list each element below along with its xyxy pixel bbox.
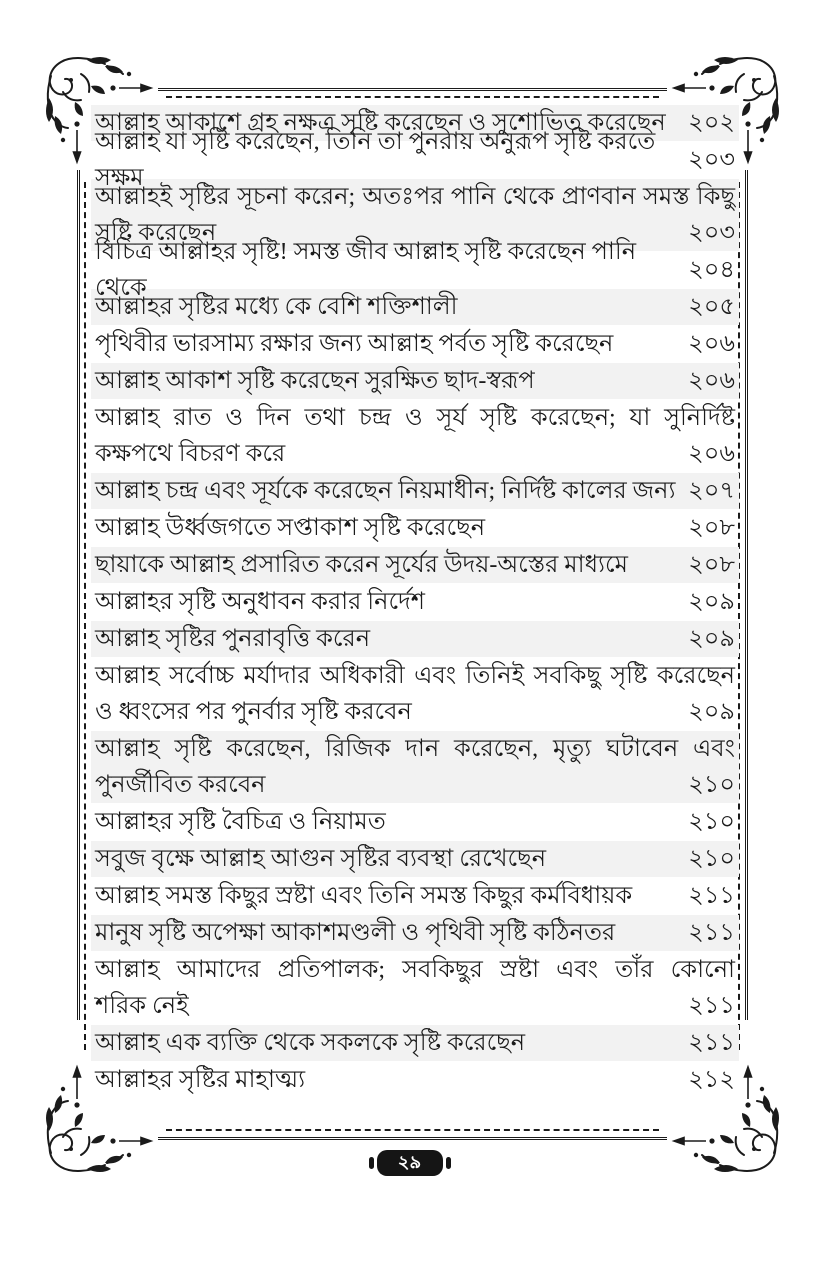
toc-entry-line xyxy=(95,658,735,694)
toc-entry-title: আল্লাহ উর্ধ্বজগতে সপ্তাকাশ সৃষ্টি করেছেন xyxy=(95,515,486,541)
toc-entry-line xyxy=(95,1025,735,1061)
toc-list xyxy=(91,104,739,1099)
toc-entry-title: কক্ষপথে বিচরণ করে xyxy=(95,441,286,467)
toc-entry-line xyxy=(95,731,735,767)
toc-entry-page-number: ২১০ xyxy=(688,809,735,835)
toc-entry-page-number: ২০৬ xyxy=(688,368,735,394)
toc-entry-line xyxy=(95,804,735,840)
toc-entry-title: আল্লাহ রাত ও দিন তথা চন্দ্র ও সূর্য সৃষ্টি করেছেন; যা সুনির্দিষ্ট xyxy=(95,405,735,431)
toc-entry-title: পুনর্জীবিত করবেন xyxy=(95,772,266,798)
toc-entry-page-number: ২০৯ xyxy=(688,589,735,615)
toc-entry-page-number: ২১১ xyxy=(688,993,735,1019)
toc-entry-line xyxy=(95,952,735,988)
toc-entry-page-number: ২০৩ xyxy=(688,220,735,246)
toc-entry xyxy=(91,878,739,914)
toc-entry-page-number: ২১০ xyxy=(688,846,735,872)
border-top-dashed xyxy=(166,96,659,98)
toc-entry-title: আল্লাহ সমস্ত কিছুর স্রষ্টা এবং তিনি সমস্ত কিছুর কর্মবিধায়ক xyxy=(95,883,633,909)
toc-entry-title: মানুষ সৃষ্টি অপেক্ষা আকাশমণ্ডলী ও পৃথিবী সৃষ্টি কঠিনতর xyxy=(95,920,616,946)
toc-entry-title: সৃষ্টি করেছেন xyxy=(95,220,217,246)
toc-entry-title: সবুজ বৃক্ষে আল্লাহ আগুন সৃষ্টির ব্যবস্থা রেখেছেন xyxy=(95,846,547,872)
toc-entry-page-number: ২০৬ xyxy=(688,441,735,467)
toc-entry xyxy=(91,363,739,399)
page-number: ২৯ xyxy=(397,1151,422,1172)
toc-entry xyxy=(91,658,739,730)
toc-entry xyxy=(91,584,739,620)
toc-entry-line xyxy=(95,621,735,657)
toc-entry-title: শরিক নেই xyxy=(95,993,189,1019)
toc-entry xyxy=(91,326,739,362)
border-left-dashed xyxy=(84,182,86,1050)
toc-entry-page-number: ২০৬ xyxy=(688,331,735,357)
border-left-solid xyxy=(77,170,80,1020)
toc-entry-title: আল্লাহর সৃষ্টির মাহাত্ম্য xyxy=(95,1067,306,1093)
toc-entry-line xyxy=(95,239,735,301)
border-top-solid xyxy=(158,88,667,91)
toc-entry-page-number: ২০৪ xyxy=(688,257,735,283)
border-right-solid xyxy=(745,170,748,1020)
toc-entry-title: আল্লাহ যা সৃষ্টি করেছেন, তিনি তা পুনরায় অনুরূপ সৃষ্টি করতে সক্ষম xyxy=(95,129,656,191)
toc-entry xyxy=(91,547,739,583)
toc-entry-line xyxy=(95,988,735,1024)
toc-entry-title: আল্লাহর সৃষ্টি বৈচিত্র ও নিয়ামত xyxy=(95,809,386,835)
toc-entry-page-number: ২০৯ xyxy=(688,699,735,725)
toc-entry-page-number: ২০৫ xyxy=(688,294,735,320)
toc-entry-line xyxy=(95,179,735,215)
toc-entry-line xyxy=(95,436,735,472)
toc-entry-line xyxy=(95,694,735,730)
toc-entry-line xyxy=(95,915,735,951)
toc-entry-page-number: ২০৩ xyxy=(688,147,735,173)
toc-entry xyxy=(91,129,739,191)
toc-entry xyxy=(91,731,739,803)
toc-entry xyxy=(91,804,739,840)
toc-entry xyxy=(91,621,739,657)
toc-entry-line xyxy=(95,1062,735,1098)
toc-entry-line xyxy=(95,841,735,877)
toc-entry-title: আল্লাহ আকাশে গ্রহ নক্ষত্র সৃষ্টি করেছেন ও সুশোভিত করেছেন xyxy=(95,110,666,136)
toc-entry-title: আল্লাহ চন্দ্র এবং সূর্যকে করেছেন নিয়মাধীন; নির্দিষ্ট কালের জন্য xyxy=(95,478,676,504)
toc-entry-title: আল্লাহ সৃষ্টি করেছেন, রিজিক দান করেছেন, মৃত্যু ঘটাবেন এবং xyxy=(95,736,735,762)
toc-entry xyxy=(91,915,739,951)
toc-entry xyxy=(91,473,739,509)
toc-entry-line xyxy=(95,473,735,509)
toc-entry-page-number: ২০৮ xyxy=(688,515,735,541)
toc-entry xyxy=(91,510,739,546)
toc-entry-title: আল্লাহ আমাদের প্রতিপালক; সবকিছুর স্রষ্টা এবং তাঁর কোনো xyxy=(95,957,735,983)
toc-entry-title: বিচিত্র আল্লাহর সৃষ্টি! সমস্ত জীব আল্লাহ সৃষ্টি করেছেন পানি থেকে xyxy=(95,239,637,301)
toc-entry xyxy=(91,239,739,301)
toc-entry xyxy=(91,841,739,877)
toc-entry-page-number: ২০৭ xyxy=(688,478,735,504)
toc-entry-title: ছায়াকে আল্লাহ প্রসারিত করেন সূর্যের উদয়-অস্তের মাধ্যমে xyxy=(95,552,628,578)
toc-entry-page-number: ২১০ xyxy=(688,772,735,798)
toc-entry-title: আল্লাহর সৃষ্টি অনুধাবন করার নির্দেশ xyxy=(95,589,425,615)
toc-entry-title: আল্লাহ সৃষ্টির পুনরাবৃত্তি করেন xyxy=(95,626,371,652)
toc-entry-line xyxy=(95,363,735,399)
toc-entry-line xyxy=(95,400,735,436)
toc-entry-title: ও ধ্বংসের পর পুনর্বার সৃষ্টি করবেন xyxy=(95,699,412,725)
toc-entry xyxy=(91,400,739,472)
toc-entry-page-number: ২১১ xyxy=(688,1030,735,1056)
toc-entry-page-number: ২০৮ xyxy=(688,552,735,578)
toc-entry-page-number: ২১২ xyxy=(688,1067,735,1093)
toc-entry-title: আল্লাহই সৃষ্টির সূচনা করেন; অতঃপর পানি থেকে প্রাণবান সমস্ত কিছু xyxy=(95,184,735,210)
toc-entry-page-number: ২১১ xyxy=(688,920,735,946)
border-bottom-dashed xyxy=(166,1129,659,1131)
toc-entry-title: আল্লাহর সৃষ্টির মধ্যে কে বেশি শক্তিশালী xyxy=(95,294,458,320)
toc-entry-line xyxy=(95,767,735,803)
toc-entry-title: আল্লাহ এক ব্যক্তি থেকে সকলকে সৃষ্টি করেছেন xyxy=(95,1030,526,1056)
toc-entry-title: পৃথিবীর ভারসাম্য রক্ষার জন্য আল্লাহ পর্বত সৃষ্টি করেছেন xyxy=(95,331,614,357)
toc-entry-line xyxy=(95,510,735,546)
toc-entry-title: আল্লাহ সর্বোচ্চ মর্যাদার অধিকারী এবং তিনিই সবকিছু সৃষ্টি করেছেন xyxy=(95,663,735,689)
toc-entry xyxy=(91,1025,739,1061)
border-bottom-solid xyxy=(158,1137,667,1140)
toc-entry-line xyxy=(95,547,735,583)
toc-entry xyxy=(91,952,739,1024)
toc-entry-line xyxy=(95,584,735,620)
toc-entry xyxy=(91,1062,739,1098)
toc-entry-line xyxy=(95,878,735,914)
toc-entry-line xyxy=(95,326,735,362)
toc-entry-page-number: ২০২ xyxy=(688,110,735,136)
toc-entry-page-number: ২১১ xyxy=(688,883,735,909)
page-number-badge xyxy=(377,1150,443,1176)
toc-entry-page-number: ২০৯ xyxy=(688,626,735,652)
toc-entry-title: আল্লাহ আকাশ সৃষ্টি করেছেন সুরক্ষিত ছাদ-স্বরূপ xyxy=(95,368,535,394)
toc-entry-line xyxy=(95,129,735,191)
